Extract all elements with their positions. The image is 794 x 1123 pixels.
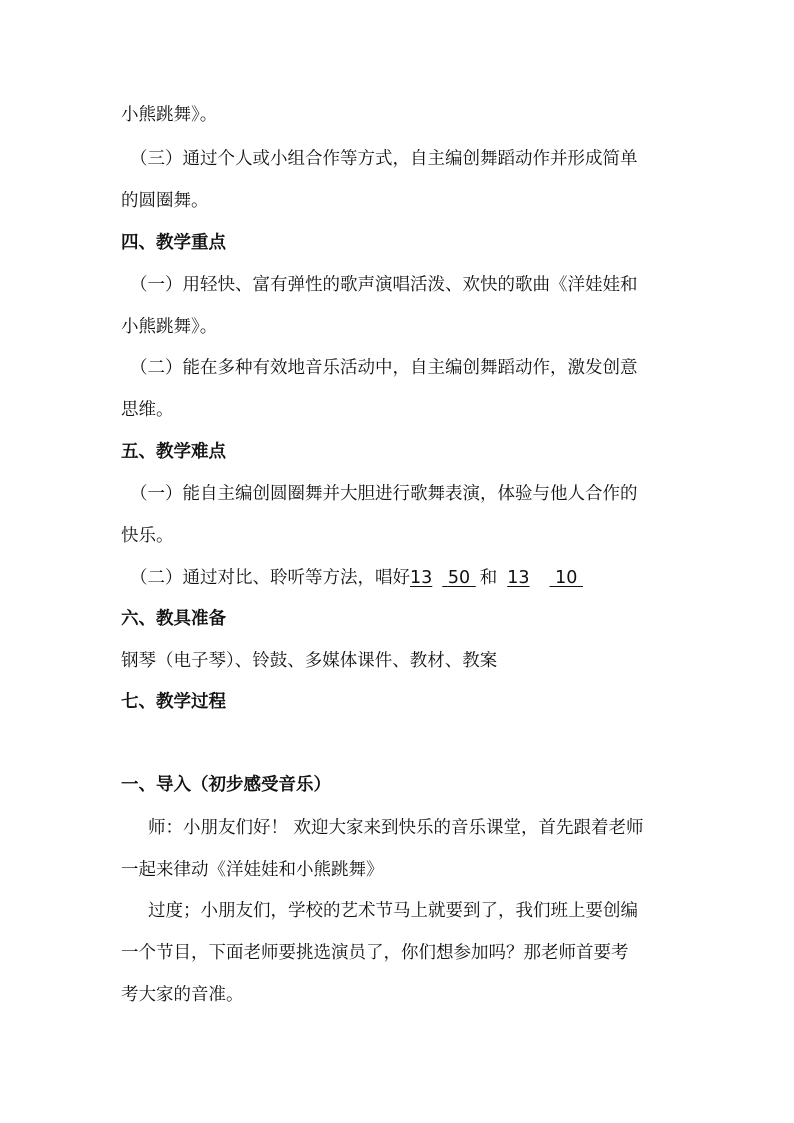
text-line: 一个节目，下面老师要挑选演员了，你们想参加吗？那老师首要考 xyxy=(121,943,629,963)
note-50: 50 xyxy=(447,568,471,588)
section-heading-teaching-difficulty: 五、教学难点 xyxy=(121,442,226,462)
teacher-line: 师：小朋友们好！ 欢迎大家来到快乐的音乐课堂，首先跟着老师 xyxy=(148,818,644,838)
note-10: 10 xyxy=(555,568,578,588)
text-line: 快乐。 xyxy=(121,526,174,546)
difficulty-one: （一）能自主编创圆圈舞并大胆进行歌舞表演，体验与他人合作的 xyxy=(130,484,638,504)
text-line: 的圆圈舞。 xyxy=(121,191,209,211)
section-heading-teaching-aids: 六、教具准备 xyxy=(121,609,226,629)
text-line: 考大家的音准。 xyxy=(121,985,244,1005)
text-line: 小熊跳舞》。 xyxy=(121,105,218,125)
subsection-heading-introduction: 一、导入（初步感受音乐） xyxy=(121,775,331,795)
transition-line: 过度；小朋友们，学校的艺术节马上就要到了，我们班上要创编 xyxy=(148,901,638,921)
focus-two: （二）能在多种有效地音乐活动中，自主编创舞蹈动作，激发创意 xyxy=(130,358,638,378)
difficulty-two xyxy=(130,566,700,590)
text-line: 小熊跳舞》。 xyxy=(121,317,218,337)
and-text: 和 xyxy=(479,568,498,588)
focus-one: （一）用轻快、富有弹性的歌声演唱活泼、欢快的歌曲《洋娃娃和 xyxy=(130,275,638,295)
note-13-second: 13 xyxy=(507,568,530,588)
teaching-aids-list: 钢琴（电子琴）、铃鼓、多媒体课件、教材、教案 xyxy=(121,651,498,671)
text-line: 思维。 xyxy=(121,400,174,420)
difficulty-two-text: （二）通过对比、聆听等方法，唱好 xyxy=(130,568,410,588)
text-line: 一起来律动《洋娃娃和小熊跳舞》 xyxy=(121,860,384,880)
section-heading-teaching-process: 七、教学过程 xyxy=(121,692,226,712)
note-13: 13 xyxy=(410,568,433,588)
section-heading-teaching-focus: 四、教学重点 xyxy=(121,233,226,253)
objective-three: （三）通过个人或小组合作等方式，自主编创舞蹈动作并形成简单 xyxy=(130,149,638,169)
